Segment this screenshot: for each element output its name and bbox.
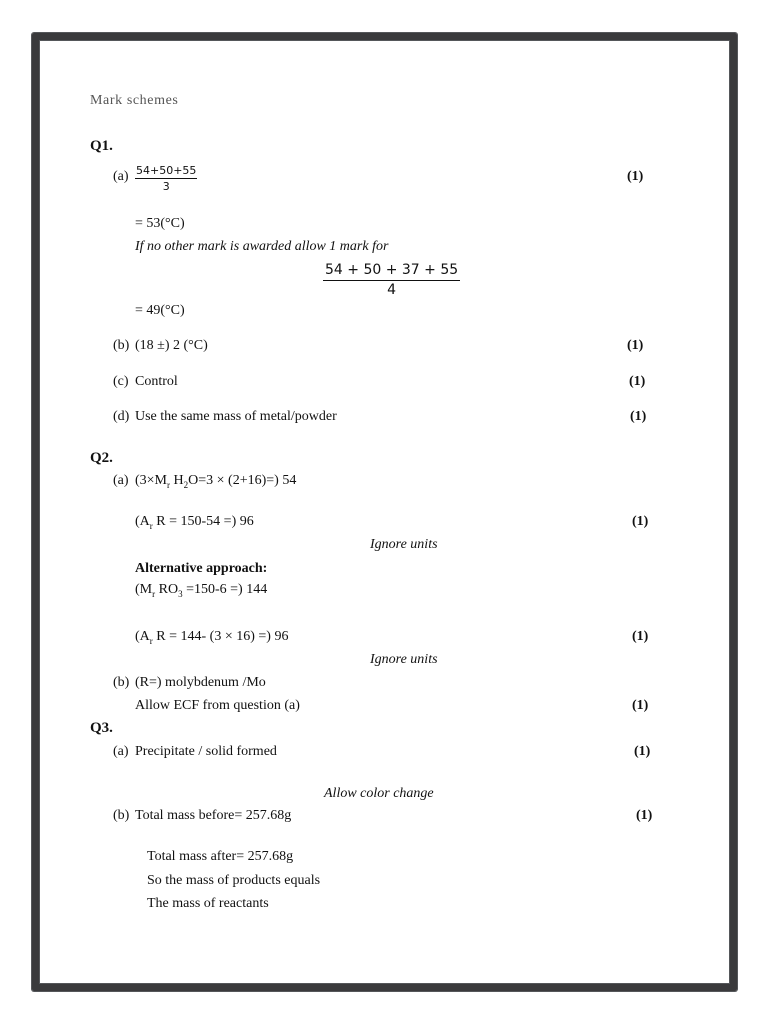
q1-d-label: (d) — [113, 409, 130, 424]
q2-b-text: (R=) molybdenum /Mo — [135, 675, 266, 690]
q2-a-line2: ($A_r$ R = 150-54 =) 96 — [135, 514, 254, 531]
q1-a-alt-denominator: 4 — [387, 282, 397, 298]
q2-alt-line1: ($M_r$ $RO_3 =150-6$ =) 144 — [135, 582, 268, 599]
q1-d-text: Use the same mass of metal/powder — [135, 409, 337, 424]
q1-a-fraction-denominator: 3 — [162, 180, 170, 193]
q1-heading: Q1. — [90, 138, 113, 154]
q1-a-fraction — [135, 161, 197, 193]
q3-b-mark: (1) — [636, 808, 653, 823]
q2-alt-ignore-units: Ignore units — [370, 652, 438, 667]
q1-a-alt-fraction — [323, 261, 460, 298]
q1-a-alt-result: = 49(°C) — [135, 303, 185, 318]
q1-c-mark: (1) — [629, 374, 646, 389]
q3-a-text: Precipitate / solid formed — [135, 744, 277, 759]
q2-b-mark: (1) — [632, 698, 649, 713]
q2-a-ignore-units: Ignore units — [370, 537, 438, 552]
page-title: Mark schemes — [90, 93, 179, 108]
q2-alt-line2: ($A_r$ R = 144- (3 × 16) =) 96 — [135, 629, 289, 646]
q3-b-line2: Total mass after= 257.68g — [147, 849, 294, 864]
q1-a-label: (a) — [113, 169, 129, 184]
q2-b-note: Allow ECF from question (a) — [135, 698, 300, 713]
q3-a-label: (a) — [113, 744, 129, 759]
q1-a-fraction-numerator: 54+50+55 — [136, 164, 197, 177]
q2-heading: Q2. — [90, 450, 113, 466]
q2-a-line1: ($3\times M_r$ $H_2O=3 \times (2+16)=$) 54 — [135, 473, 297, 490]
q2-alt-heading: Alternative approach: — [135, 561, 268, 576]
q1-a-alt-numerator: 54 + 50 + 37 + 55 — [323, 262, 460, 281]
q1-c-label: (c) — [113, 374, 129, 389]
q3-a-mark: (1) — [634, 744, 651, 759]
q3-heading: Q3. — [90, 720, 113, 736]
q2-alt-mark: (1) — [632, 629, 649, 644]
q1-a-result: = 53(°C) — [135, 216, 185, 231]
q3-b-line3: So the mass of products equals — [147, 873, 321, 888]
q1-a-mark: (1) — [627, 169, 644, 184]
q1-c-text: Control — [135, 374, 178, 389]
q1-d-mark: (1) — [630, 409, 647, 424]
q2-a-label: (a) — [113, 473, 129, 488]
q2-a-mark: (1) — [632, 514, 649, 529]
q3-b-label: (b) — [113, 808, 130, 823]
q3-b-line4: The mass of reactants — [147, 896, 269, 911]
q1-a-note: If no other mark is awarded allow 1 mark for — [135, 239, 389, 254]
q1-b-label: (b) — [113, 338, 130, 353]
q3-a-note: Allow color change — [324, 786, 434, 801]
q1-b-text: (18 ±) 2 (°C) — [135, 338, 208, 353]
q1-b-mark: (1) — [627, 338, 644, 353]
q2-b-label: (b) — [113, 675, 130, 690]
q3-b-text: Total mass before= 257.68g — [135, 808, 292, 823]
